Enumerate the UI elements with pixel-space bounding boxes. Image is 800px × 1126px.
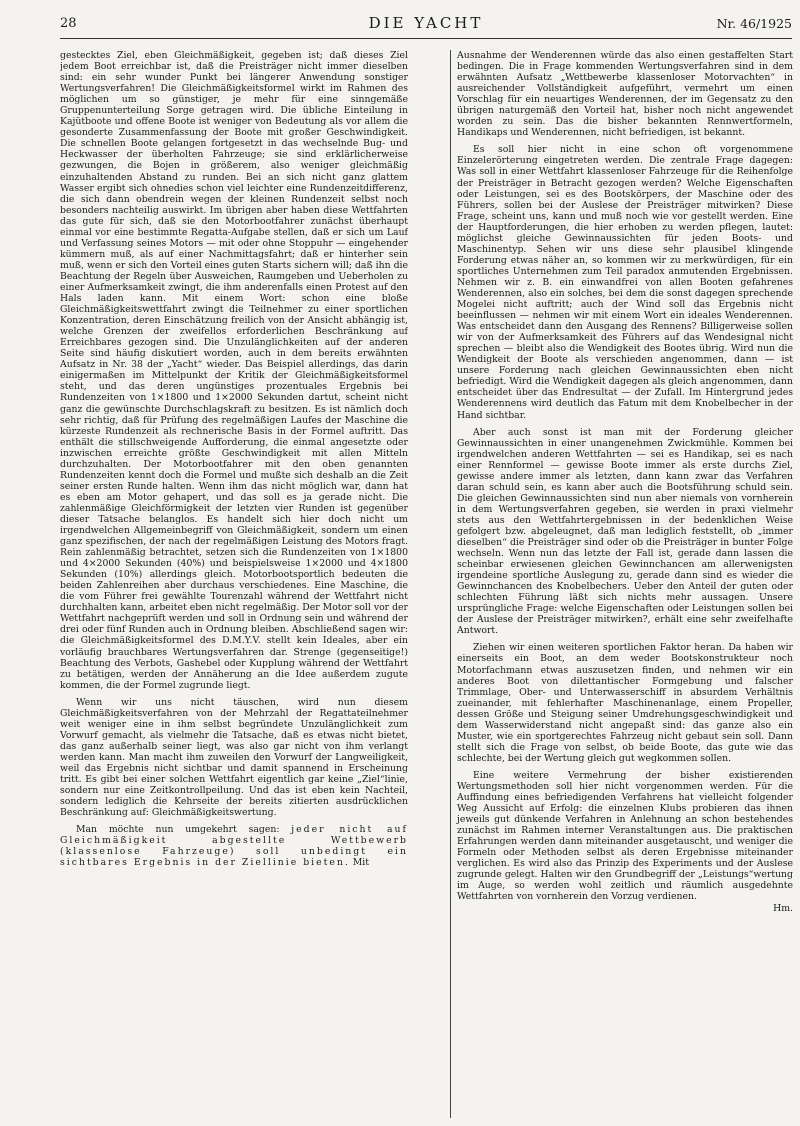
- running-title: DIE YACHT: [368, 14, 484, 32]
- author-signature: Hm.: [773, 902, 793, 914]
- right-column: [450, 50, 793, 1118]
- paragraph: Ausnahme der Wenderennen würde das also einen gestaffelten Start bedingen. Die in Frage kommenden Wertungsverfahren sind in dem erwähnten Aufsatz „Wettbewerbe klassenloser Motorvachten“ in ausreichender Vollständigkeit aufgeführt, vermehrt um einen Vorschlag für ein neuartiges Wenderennen, der im Gegensatz zu den übrigen naturgemäß den Vorteil hat, bisher noch nicht angewendet worden zu sein. Das die bisher bekannten Rennwertformeln, Handikaps und Wenderennen, nicht befriedigen, ist bekannt.: [457, 50, 793, 139]
- issue-number: Nr. 46/1925: [716, 16, 792, 31]
- left-column: [60, 50, 408, 1118]
- emphasized-quote: jeder nicht auf Gleichmäßigkeit abgestellte Wettbewerb (klassenlose Fahrzeuge) soll unbedingt ein sichtbares Ergebnis in der Ziellinie bieten.: [60, 824, 408, 869]
- paragraph-lead: Man möchte nun umgekehrt sagen:: [76, 824, 280, 836]
- paragraph-tail: Mit: [352, 857, 370, 869]
- page-number: 28: [60, 16, 77, 31]
- paragraph: gestecktes Ziel, eben Gleichmäßigkeit, gegeben ist; daß dieses Ziel jedem Boot erreichbar ist, daß die Preisträger nicht immer dieselben sind: ein sehr wunder Punkt bei längerer Anwendung sonstiger Wertungsverfahren! Die Gleichmäßigkeitsformel wirkt im Rahmen des möglichen um so günstiger, je mehr für eine sinngemäße Gruppenunterteilung Sorge getragen wird. Die übliche Einteilung in Kajütboote und offene Boote ist weniger von Bedeutung als vor allem die gesonderte Zusammenfassung der Boote mit großer Geschwindigkeit. Die schnellen Boote gelangen fortgesetzt in das wechselnde Bug- und Heckwasser der überholten Fahrzeuge; sie sind erklärlicherweise gezwungen, die Bojen in größerem, also weniger gleichmäßig einzuhaltenden Abstand zu runden. Bei an sich nicht ganz glattem Wasser ergibt sich ohnedies schon viel leichter eine Rundenzeitdifferenz, die sich dann obendrein wegen der kleinen Rundenzeit selbst noch besonders nachteilig auswirkt. Im übrigen aber haben diese Wettfahrten das gute für sich, daß sie den Motorbootfahrer zunächst überhaupt einmal vor eine bestimmte Regatta-Aufgabe stellen, daß er sich um Lauf und Verfassung seines Motors — mit oder ohne Stoppuhr — eingehender kümmern muß, als auf einer Nachmittagsfahrt; daß er hinterher sein muß, wenn er sich den Vorteil eines guten Starts sichern will; daß ihn die Beachtung der Regeln über Ausweichen, Raumgeben und Ueberholen zu einer Aufmerksamkeit zwingt, die ihm anderenfalls einen Protest auf den Hals laden kann. Mit einem Wort: schon eine bloße Gleichmäßigkeitswettfahrt zwingt die Teilnehmer zu einer sportlichen Konzentration, deren Einschätzung freilich von der Ansicht abhängig ist, welche Grenzen der zweifellos erforderlichen Beschränkung auf Erreichbares gezogen sind. Die Unzulänglichkeiten auf der anderen Seite sind häufig diskutiert worden, auch in dem bereits erwähnten Aufsatz in Nr. 38 der „Yacht“ wieder. Das Beispiel allerdings, das darin einigermaßen im Mittelpunkt der Kritik der Gleichmäßigkeitsformel steht, und das deren ungünstiges prozentuales Ergebnis bei Rundenzeiten von 1×1800 und 1×2000 Sekunden dartut, scheint nicht ganz die gewünschte Durchschlagskraft zu besitzen. Es ist nämlich doch sehr richtig, daß für Prüfung des regelmäßigen Laufes der Maschine die kürzeste Rundenzeit als rechnerische Basis in der Formel auftritt. Das enthält die stillschweigende Aufforderung, die einmal angesetzte oder inzwischen erreichte größte Geschwindigkeit mit allen Mitteln durchzuhalten. Der Motorbootfahrer mit den oben genannten Rundenzeiten kennt doch die Formel und mußte sich deshalb an die Zeit seiner ersten Runde halten. Wenn ihm das nicht möglich war, dann hat es eben am Motor gehapert, und das soll es ja gerade nicht. Die zahlenmäßige Gleichförmigkeit der letzten vier Runden ist gegenüber dieser Tatsache belanglos. Es handelt sich hier doch nicht um irgendwelchen Allgemeinbegriff von Gleichmäßigkeit, sondern um einen ganz spezifischen, der nach der regelmäßigen Leistung des Motors fragt. Rein zahlenmäßig betrachtet, setzen sich die Rundenzeiten von 1×1800 und 4×2000 Sekunden (40%) und beispielsweise 1×2000 und 4×1800 Sekunden (10%) allerdings gleich. Motorbootsportlich bedeuten die beiden Zahlenreihen aber durchaus verschiedenes. Eine Maschine, die die vom Führer frei gewählte Tourenzahl während der Wettfahrt nicht durchhalten kann, arbeitet eben nicht regelmäßig. Der Motor soll vor der Wettfahrt nachgeprüft werden und soll in Ordnung sein und während der drei oder fünf Runden auch in Ordnung bleiben. Abschließend sagen wir: die Gleichmäßigkeitsformel des D.M.Y.V. stellt kein Ideales, aber ein vorläufig brauchbares Wertungsverfahren dar. Strenge (gegenseitige!) Beachtung des Verbots, Gashebel oder Kupplung während der Wettfahrt zu betätigen, werden der Annäherung an die Idee außerdem zugute kommen, die der Formel zugrunde liegt.: [60, 50, 408, 691]
- paragraph: Es soll hier nicht in eine schon oft vorgenommene Einzelerörterung eingetreten werden. Die zentrale Frage dagegen: Was soll in einer Wettfahrt klassenloser Fahrzeuge für die Reihenfolge der Preisträger in Betracht gezogen werden? Welche Eigenschaften oder Leistungen, sei es des Bootskörpers, der Maschine oder des Führers, sollen bei der Auslese der Preisträger mitwirken? Diese Frage, scheint uns, kann und muß noch wie vor gestellt werden. Eine der Hauptforderungen, die hier erhoben zu werden pflegen, lautet: möglichst gleiche Gewinnaussichten für jeden Boots- und Maschinentyp. Sehen wir uns diese sehr plausibel klingende Forderung etwas näher an, so kommen wir zu merkwürdigen, für ein sportliches Unternehmen zum Teil paradox anmutenden Ergebnissen. Nehmen wir z. B. ein einwandfrei von allen Booten gefahrenes Wenderennen, also ein solches, bei dem die sonst dagegen sprechende Mogelei nicht auftritt; auch der Wind soll das Ergebnis nicht beeinflussen — nehmen wir mit einem Wort ein ideales Wenderennen. Was entscheidet dann den Ausgang des Rennens? Billigerweise sollen wir von der Aufmerksamkeit des Führers auf das Wendesignal nicht sprechen — bleibt also die Wendigkeit des Bootes übrig. Wird nun die Wendigkeit der Boote als verschieden angenommen, dann — ist unsere Forderung nach gleichen Gewinnaussichten eben nicht befriedigt. Wird die Wendigkeit dagegen als gleich angenommen, dann entscheidet über das Endresultat — der Zufall. Im Hintergrund jedes Wenderennens wird deutlich das Fatum mit dem Knobelbecher in der Hand sichtbar.: [457, 144, 793, 421]
- paragraph: Wenn wir uns nicht täuschen, wird nun diesem Gleichmäßigkeitsverfahren von der Mehrzahl der Regattateilnehmer weit weniger eine in ihm selbst begründete Unzulänglichkeit zum Vorwurf gemacht, als vielmehr die Tatsache, daß es etwas nicht bietet, das ganz außerhalb seiner liegt, was also gar nicht von ihm verlangt werden kann. Man macht ihm zuweilen den Vorwurf der Langweiligkeit, weil das Ergebnis nicht sichtbar und damit spannend in Erscheinung tritt. Es gibt bei einer solchen Wettfahrt eigentlich gar keine „Ziel“linie, sondern nur eine Zeitkontrollpeilung. Und das ist eben kein Nachteil, sondern lediglich die Kehrseite der bereits zitierten ausdrücklichen Beschränkung auf: Gleichmäßigkeitswertung.: [60, 696, 408, 819]
- page-header: [60, 14, 792, 39]
- paragraph: Ziehen wir einen weiteren sportlichen Faktor heran. Da haben wir einerseits ein Boot, an dem weder Bootskonstrukteur noch Motorfachmann etwas auszusetzen finden, und nehmen wir ein anderes Boot von dilettantischer Formgebung und falscher Trimmlage, Ober- und Unterwasserschiff in absurdem Verhältnis zueinander, mit fehlerhafter Maschinenanlage, einem Propeller, dessen Größe und Steigung seiner Umdrehungsgeschwindigkeit und dem Wasserwiderstand nicht angepaßt sind: das ganze also ein Muster, wie ein sportgerechtes Fahrzeug nicht gebaut sein soll. Dann stellt sich die Frage von selbst, ob beide Boote, das gute wie das schlechte, bei der Wertung gleich gut wegkommen sollen.: [457, 642, 793, 764]
- paragraph-emphasis: [60, 824, 408, 868]
- paragraph: Aber auch sonst ist man mit der Forderung gleicher Gewinnaussichten in einer unangenehmen Zwickmühle. Kommen bei irgendwelchen anderen Wettfahrten — sei es Handikap, sei es nach einer Rennformel — gewisse Boote immer als erste durchs Ziel, gewisse andere immer als letzten, dann kann zwar das Verfahren daran schuld sein, es kann aber auch die Bootsführung schuld sein. Die gleichen Gewinnaussichten sind nun aber niemals von vornherein in dem Wertungsverfahren gegeben, sie werden in praxi vielmehr stets aus den Wettfahrtergebnissen in der bedenklichen Weise gefolgert bzw. abgeleugnet, daß man lediglich feststellt, ob „immer dieselben“ die Preisträger sind oder ob die Preisträger in bunter Folge wechseln. Wenn nun das letzte der Fall ist, gerade dann lassen die scheinbar erwiesenen gleichen Gewinnchancen am allerwenigsten irgendeine sportliche Auslegung zu, gerade dann sind es wieder die Gewinnchancen des Knobelbechers. Ueber den Anteil der guten oder schlechten Führung läßt sich nichts mehr aussagen. Unsere ursprüngliche Frage: welche Eigenschaften oder Leistungen sollen bei der Auslese der Preisträger mitwirken?, erhält eine sehr zweifelhafte Antwort.: [457, 426, 793, 637]
- paragraph: Eine weitere Vermehrung der bisher existierenden Wertungsmethoden soll hier nicht vorgenommen werden. Für die Auffindung eines befriedigenden Verfahrens hat vielleicht folgender Weg Aussicht auf Erfolg: die einzelnen Klubs probieren das ihnen jeweils gut dünkende Verfahren in Anlehnung an schon bestehendes zunächst im Rahmen interner Veranstaltungen aus. Die praktischen Erfahrungen werden dann miteinander ausgetauscht, und weniger die Formeln oder Methoden selbst als deren Ergebnisse miteinander verglichen. Es wird also das Prinzip des Experiments und der Auslese zugrunde gelegt. Halten wir den Grundbegriff der „Leistungs“wertung im Auge, so werden wohl zeitlich und räumlich ausgedehnte Wettfahrten von vornherein den Vorzug verdienen.: [457, 769, 793, 903]
- article-body: [60, 50, 792, 1118]
